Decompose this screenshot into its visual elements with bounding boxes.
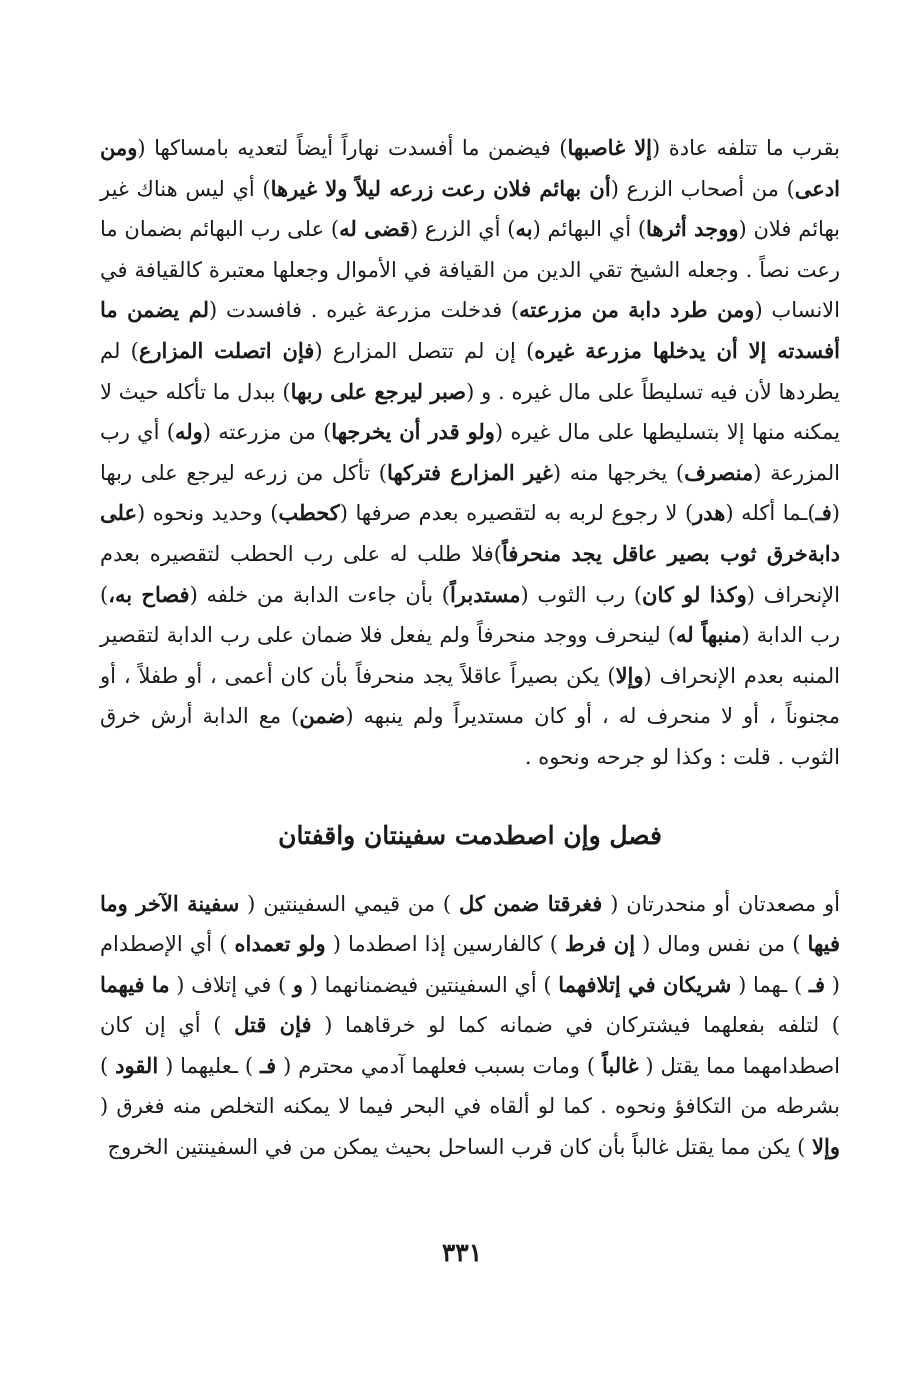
text-run: ) كالفارسين إذا اصطدما (	[325, 932, 566, 957]
text-run: ) يكن بصيراً عاقلاً يجد منحرفاً بأن كان أعمى ، أو طفلاً ، أو مجنوناً ، أو لا منحرف له ، أو كان مستديراً ولم ينبهه (	[100, 663, 840, 729]
text-run: )فلا طلب له على رب الحطب لتقصيره بعدم الإنحراف (	[100, 541, 840, 607]
bold-term: فـ	[259, 1052, 277, 1078]
text-run: ) لينحرف ووجد منحرفاً ولم يفعل فلا ضمان على رب الدابة لتقصير المنبه بعدم الإنحراف (	[100, 623, 840, 688]
bold-term: و	[292, 971, 304, 997]
text-run: )ـما أكله (	[725, 501, 816, 526]
text-run: ) بأن جاءت الدابة من خلفه (	[189, 582, 450, 607]
text-run: ) أي ليس هناك غير بهائم فلان (	[100, 176, 840, 242]
bold-term: ومن طرد دابة من مزرعته	[519, 297, 755, 323]
text-run: أو مصعدتان أو منحدرتان (	[602, 891, 840, 916]
text-run: بقرب ما تتلفه عادة (	[652, 136, 840, 160]
bold-term: شريكان في إتلافهما	[558, 971, 732, 997]
text-run: ) فدخلت مزرعة غيره . فافسدت (	[209, 298, 520, 323]
text-run: ) يكن مما يقتل غالباً بأن كان قرب الساحل بحيث يمكن من في السفينتين الخروج	[107, 1135, 813, 1160]
text-run: ) رب الثوب (	[520, 582, 643, 607]
bold-term: منصرف	[684, 459, 754, 485]
text-run: ) على رب البهائم بضمان ما رعت نصاً . وجعله الشيخ تقي الدين من القيافة في الأموال وجعلها معتبرة كالقيافة في الانساب (	[100, 217, 840, 323]
text-run: ) تأكل من زرعه ليرجع على ربها (	[100, 460, 840, 526]
text-run: ) من مزرعته (	[202, 420, 332, 445]
text-run: ) ـعليهما (	[158, 1053, 260, 1078]
bold-term: إن فرط	[565, 931, 636, 957]
bold-term: مستدبراً	[449, 581, 521, 607]
section-heading: فصل وإن اصطدمت سفينتان واقفتان	[278, 820, 662, 850]
text-run: ) في إتلاف (	[169, 972, 293, 997]
text-run: ) لم يطردها لأن فيه تسليطاً على مال غيره . و (	[100, 338, 841, 404]
text-run: ) ببدل ما تأكله حيث لا يمكنه منها إلا بتسليطها على مال غيره (	[100, 379, 840, 445]
bold-term: القود	[115, 1052, 159, 1078]
text-run: ) رب الدابة (	[100, 582, 840, 648]
bold-term: وله	[174, 419, 203, 445]
bold-term: ووجد أثرها	[646, 216, 739, 242]
text-run: ) من أصحاب الزرع (	[610, 176, 795, 201]
bold-term: فإن اتصلت المزارع	[138, 337, 315, 363]
text-run: ) ـهما (	[731, 972, 809, 997]
bold-term: ولو قدر أن يخرجها	[331, 419, 495, 445]
bold-term: فغرقتا ضمن كل	[458, 890, 603, 916]
text-run: ) أي إن كان اصطدامهما مما يقتل (	[100, 1013, 841, 1078]
text-run: ) لا رجوع لربه به لتقصيره بعدم صرفها (	[339, 501, 694, 526]
bold-term: فإن قتل	[234, 1012, 312, 1038]
text-run: ) من قيمي السفينتين (	[239, 891, 459, 916]
text-run: ) من نفس ومال (	[635, 932, 808, 957]
bold-term: منبهاً له	[676, 622, 742, 648]
bold-term: غير المزارع فتركها	[386, 459, 553, 485]
bold-term: به	[515, 216, 533, 242]
page-number: ٣٣١	[441, 1238, 483, 1267]
paragraph-1	[100, 128, 840, 778]
bold-term: أن بهائم فلان رعت زرعه ليلاً ولا غيرها	[270, 175, 611, 201]
text-run: ) وحديد ونحوه (	[137, 501, 279, 526]
bold-term: غالباً	[601, 1052, 639, 1078]
bold-term: فصاح به،	[108, 581, 190, 607]
bold-term: سفينة الآخر وما فيها	[100, 890, 841, 957]
bold-term: ما فيهما	[100, 971, 170, 997]
text-run: ) أي الإصطدام (	[100, 932, 840, 997]
text-run: ) مع الدابة أرش خرق الثوب . قلت : وكذا لو جرحه ونحوه .	[100, 704, 840, 769]
bold-term: ومن ادعى	[100, 135, 841, 201]
bold-term: ضمن	[299, 703, 346, 729]
bold-term: على دابةخرق ثوب بصير عاقل يجد منحرفاً	[100, 500, 840, 566]
bold-term: وكذا لو كان	[642, 581, 747, 607]
bold-term: وإلا	[812, 1134, 840, 1160]
bold-term: صبر ليرجع على ربها	[290, 378, 467, 404]
bold-term: قضى له	[339, 216, 410, 242]
text-run: ) أي السفينتين فيضمنانهما (	[303, 972, 559, 997]
bold-term: إلا غاصبها	[567, 135, 653, 160]
bold-term: ولو تعمداه	[234, 931, 326, 957]
text-run: ) بشرطه من التكافؤ ونحوه . كما لو ألقاه في البحر فيما لا يمكنه التخلص منه فغرق (	[100, 1053, 840, 1119]
text-run: ) أي البهائم (	[532, 217, 647, 242]
text-run: ) إن لم تتصل المزارع (	[314, 338, 535, 363]
bold-term: فـ	[815, 500, 832, 526]
text-run: ) أي الزرع (	[409, 217, 516, 242]
text-run: ) لتلفه بفعلهما فيشتركان في ضمانه كما لو خرقاهما (	[311, 1013, 840, 1038]
text-run: ) ومات بسبب فعلهما آدمي محترم (	[276, 1053, 602, 1078]
text-run: ) فيضمن ما أفسدت نهاراً أيضاً لتعديه بامساكها (	[137, 136, 568, 160]
paragraph-2	[100, 884, 840, 1168]
text-run: ) أي رب المزرعة (	[100, 420, 840, 485]
bold-term: فـ	[808, 971, 826, 997]
page-body	[100, 128, 840, 1168]
bold-term: لم يضمن ما أفسدته إلا أن يدخلها مزرعة غيره	[100, 297, 840, 363]
text-run: ) يخرجها منه (	[552, 460, 685, 485]
bold-term: كحطب	[278, 500, 340, 526]
bold-term: هدر	[693, 500, 726, 526]
bold-term: وإلا	[615, 662, 644, 688]
